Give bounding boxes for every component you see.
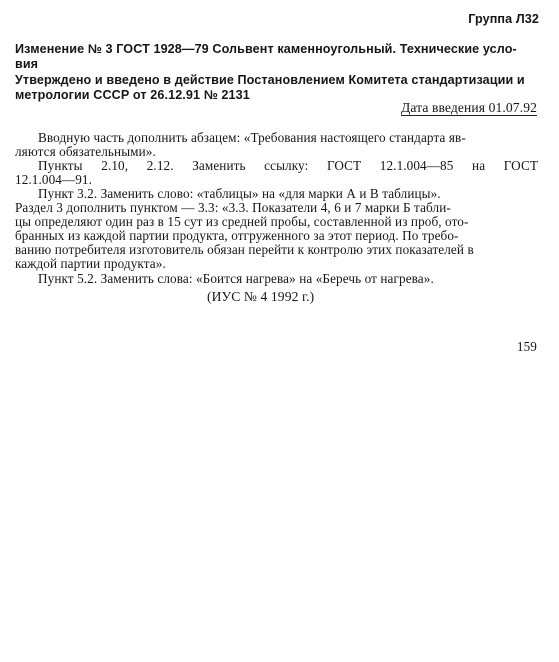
- body-line-10: каждой партии продукта».: [15, 256, 166, 271]
- body-line-5: Пункт 3.2. Заменить слово: «таблицы» на «для марки А и В таблицы».: [38, 186, 441, 201]
- amendment-title-line-1: Изменение № 3 ГОСТ 1928—79 Сольвент каменноугольный. Технические усло-: [15, 42, 517, 56]
- approval-line-2: метрологии СССР от 26.12.91 № 2131: [15, 88, 250, 102]
- body-line-1: Вводную часть дополнить абзацем: «Требования настоящего стандарта яв-: [38, 130, 466, 145]
- approval-line-1: Утверждено и введено в действие Постановлением Комитета стандартизации и: [15, 73, 525, 87]
- body-line-8: бранных из каждой партии продукта, отгруженного за этот период. По требо-: [15, 228, 459, 243]
- page-number: 159: [516, 339, 537, 354]
- body-line-11: Пункт 5.2. Заменить слова: «Боится нагрева» на «Беречь от нагрева».: [38, 271, 434, 286]
- intro-date: Дата введения 01.07.92: [400, 100, 537, 115]
- body-line-6: Раздел 3 дополнить пунктом — 3.3: «3.3. Показатели 4, 6 и 7 марки Б табли-: [15, 200, 451, 215]
- body-line-9: ванию потребителя изготовитель обязан перейти к контролю этих показателей в: [15, 242, 474, 257]
- body-line-4: 12.1.004—91.: [15, 172, 93, 187]
- body-line-7: цы определяют один раз в 15 сут из средней пробы, составленной из проб, ото-: [15, 214, 469, 229]
- body-line-2: ляются обязательными».: [15, 144, 156, 159]
- body-line-3: Пункты 2.10, 2.12. Заменить ссылку: ГОСТ 12.1.004—85 на ГОСТ: [38, 158, 538, 173]
- group-label: Группа Л32: [468, 12, 539, 26]
- amendment-title-line-2: вия: [15, 57, 39, 71]
- source-reference: (ИУС № 4 1992 г.): [207, 289, 315, 304]
